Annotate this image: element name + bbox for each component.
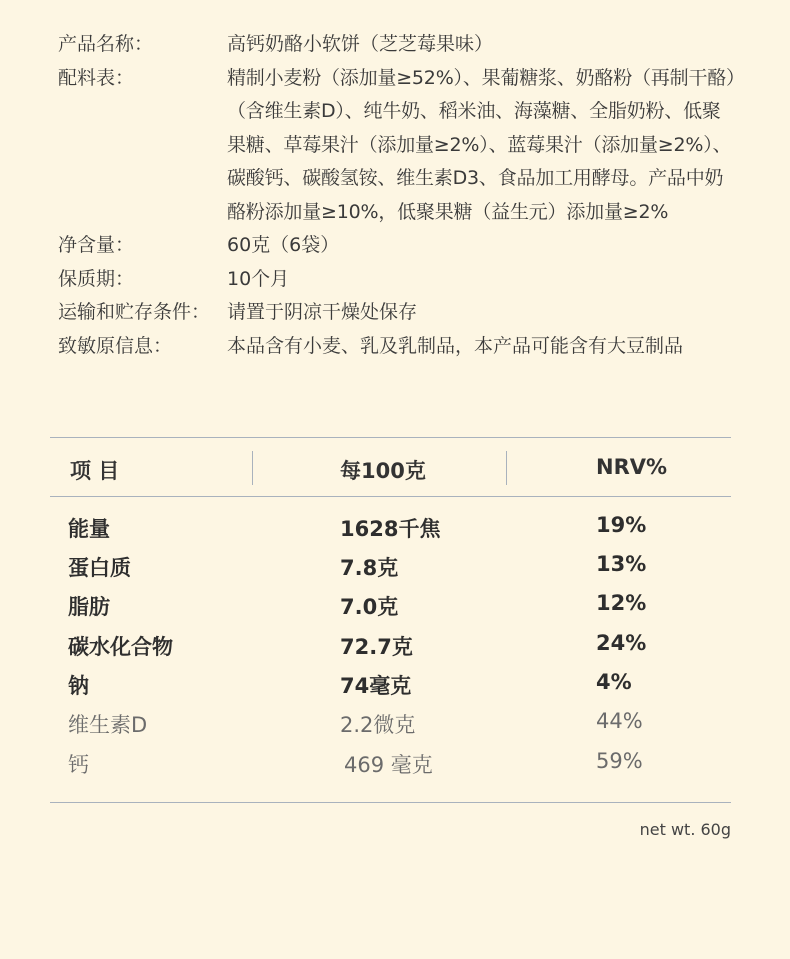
nutrition-table (50, 437, 731, 803)
table-row (50, 513, 731, 543)
cell-per100: 1628千焦 (340, 517, 441, 541)
info-label: 配料表： (58, 66, 135, 89)
cell-nrv: 19% (596, 513, 647, 537)
header-divider (252, 451, 253, 485)
product-info (58, 28, 758, 363)
cell-nrv: 4% (596, 670, 632, 694)
info-row (58, 229, 758, 263)
net-weight: net wt. 60g (639, 820, 731, 839)
cell-per100: 72.7克 (340, 635, 413, 659)
cell-item: 钠 (68, 674, 89, 698)
table-header (50, 438, 731, 496)
cell-item: 维生素D (68, 713, 148, 737)
table-body (50, 497, 731, 802)
info-value: 10个月 (227, 267, 290, 290)
info-value: 请置于阴凉干燥处保存 (227, 301, 418, 323)
cell-per100: 7.0克 (340, 595, 399, 619)
cell-per100: 7.8克 (340, 556, 399, 580)
info-label: 运输和贮存条件： (58, 301, 211, 323)
table-row (50, 552, 731, 582)
info-value: 本品含有小麦、乳及乳制品，本产品可能含有大豆制品 (227, 334, 684, 357)
cell-nrv: 12% (596, 591, 647, 615)
header-per100g: 每100克 (340, 459, 426, 483)
table-row (50, 670, 731, 700)
info-row (58, 296, 758, 330)
table-row (50, 749, 731, 779)
info-value: 高钙奶酪小软饼（芝芝莓果味） (227, 33, 494, 55)
table-row (50, 709, 731, 739)
cell-per100: 2.2微克 (340, 713, 416, 737)
cell-item: 能量 (68, 517, 110, 541)
info-row (58, 263, 758, 297)
cell-nrv: 59% (596, 749, 643, 773)
table-bottom-rule (50, 802, 731, 803)
info-label: 致敏原信息： (58, 334, 173, 357)
cell-item: 钙 (68, 753, 89, 777)
info-row (58, 28, 758, 62)
info-value: 精制小麦粉（添加量≥52%）、果葡糖浆、奶酪粉（再制干酪）（含维生素D）、纯牛奶、稻米油、海藻糖、全脂奶粉、低聚果糖、草莓果汁（添加量≥2%）、蓝莓果汁（添加量≥2%）、碳酸钙、碳酸氢铵、维生素D3、食品加工用酵母。产品中奶酪粉添加量≥10%，低聚果糖（益生元）添加量≥2% (227, 66, 736, 223)
info-row (58, 330, 758, 364)
info-label: 净含量： (58, 234, 135, 256)
header-item: 项 目 (70, 459, 120, 483)
cell-per100: 469 毫克 (344, 753, 433, 777)
info-value: 60克（6袋） (227, 234, 340, 256)
cell-item: 碳水化合物 (68, 635, 173, 659)
cell-nrv: 13% (596, 552, 647, 576)
header-divider (506, 451, 507, 485)
cell-nrv: 44% (596, 709, 643, 733)
info-row (58, 62, 758, 230)
info-label: 保质期： (58, 267, 135, 290)
info-label: 产品名称： (58, 33, 154, 55)
header-nrv: NRV% (596, 455, 668, 479)
cell-item: 蛋白质 (68, 556, 131, 580)
cell-nrv: 24% (596, 631, 647, 655)
table-row (50, 591, 731, 621)
cell-item: 脂肪 (68, 595, 110, 619)
cell-per100: 74毫克 (340, 674, 412, 698)
table-row (50, 631, 731, 661)
